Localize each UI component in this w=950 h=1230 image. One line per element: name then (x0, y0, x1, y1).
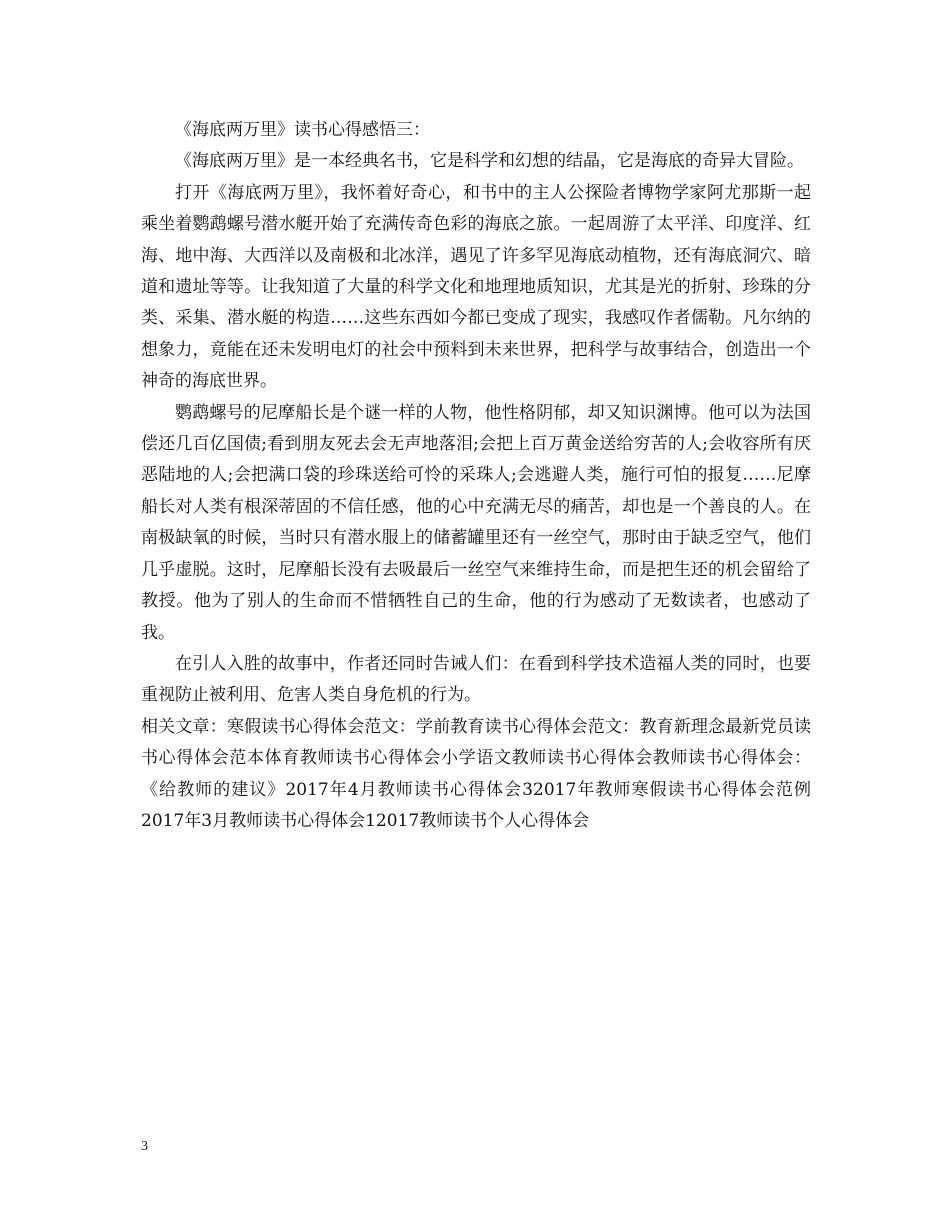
paragraph-journey: 打开《海底两万里》，我怀着好奇心，和书中的主人公探险者博物学家阿尤那斯一起乘坐着鹦鹉螺号潜水艇开始了充满传奇色彩的海底之旅。一起周游了太平洋、印度洋、红海、地中海、大西洋以及南极和北冰洋，遇见了许多罕见海底动植物，还有海底洞穴、暗道和遗址等等。让我知道了大量的科学文化和地理地质知识，尤其是光的折射、珍珠的分类、采集、潜水艇的构造……这些东西如今都已变成了现实，我感叹作者儒勒。凡尔纳的想象力，竟能在还未发明电灯的社会中预料到未来世界，把科学与故事结合，创造出一个神奇的海底世界。 (141, 182, 811, 392)
paragraph-conclusion: 在引人入胜的故事中，作者还同时告诫人们：在看到科学技术造福人类的同时，也要重视防止被利用、危害人类自身危机的行为。 (141, 653, 811, 706)
document-body (141, 115, 811, 837)
paragraph-intro: 《海底两万里》是一本经典名书，它是科学和幻想的结晶，它是海底的奇异大冒险。 (175, 151, 804, 172)
paragraph-captain-nemo: 鹦鹉螺号的尼摩船长是个谜一样的人物，他性格阴郁，却又知识渊博。他可以为法国偿还几百亿国债;看到朋友死去会无声地落泪;会把上百万黄金送给穷苦的人;会收容所有厌恶陆地的人;会把满口袋的珍珠送给可怜的采珠人;会逃避人类，施行可怕的报复……尼摩船长对人类有根深蒂固的不信任感，他的心中充满无尽的痛苦，却也是一个善良的人。在南极缺氧的时候，当时只有潜水服上的储蓄罐里还有一丝空气，那时由于缺乏空气，他们几乎虚脱。这时，尼摩船长没有去吸最后一丝空气来维持生命，而是把生还的机会留给了教授。他为了别人的生命而不惜牺牲自己的生命，他的行为感动了无数读者，也感动了我。 (141, 402, 811, 643)
document-heading: 《海底两万里》读书心得感悟三： (175, 120, 430, 140)
page-number: 3 (141, 1139, 148, 1154)
related-articles: 相关文章：寒假读书心得体会范文：学前教育读书心得体会范文：教育新理念最新党员读书心得体会范本体育教师读书心得体会小学语文教师读书心得体会教师读书心得体会：《给教师的建议》2017年4月教师读书心得体会32017年教师寒假读书心得体会范例2017年3月教师读书心得体会12017教师读书个人心得体会 (141, 716, 811, 831)
